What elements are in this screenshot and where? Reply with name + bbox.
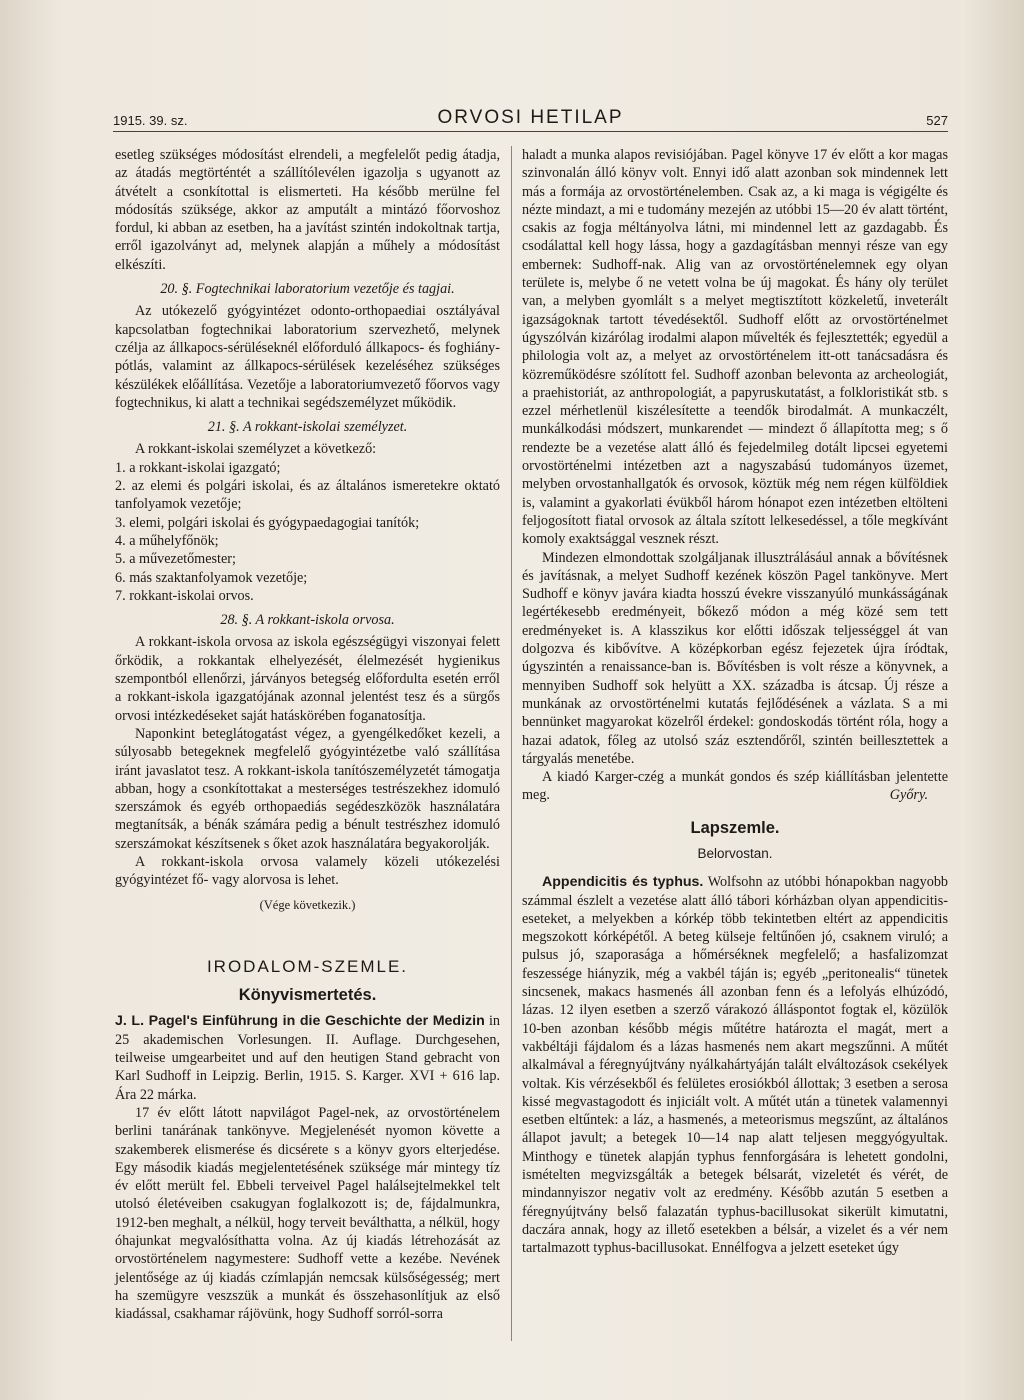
book-title: J. L. Pagel's Einführung in die Geschichte der Medizin	[115, 1013, 485, 1030]
book-details: in 25 akademischen Vorlesungen. II. Auflage. Durchgesehen, teilweise umgearbeitet und auf den heutigen Stand gebracht von Karl Sudhoff in Leipzig. Berlin, 1915. S. Karger. XVI + 616 lap. Ára 22 márka.	[115, 1013, 500, 1103]
journal-title: ORVOSI HETILAP	[437, 107, 624, 128]
paragraph: 17 év előtt látott napvilágot Pagel-nek, az orvostörténelem berlini tanárának tankönyve. Megjelenését nyomon követte a szakemberek elismerése és dicsérete s a könyv gyors elterjedése. Egy második kiadás megjelentetésének szüksége már mintegy tíz év előtt merült fel. Ebbeli terveivel Pagel halálsejtelmekkel telt utolsó életéveiben csakugyan foglalkozott is; de, fájdalmunkra, 1912-ben meghalt, a nélkül, hogy terveit beválthatta, a nélkül, hogy óhajunkat megvalósíthatta volna. Az új kiadás létrehozását az orvostörténelem nagymestere: Sudhoff vette a kezébe. Nevének jelentősége az új kiadás czímlapján nemcsak külsőségesség; mert ha szemügyre veszszük a munkát és összehasonlítjuk az első kiadással, csakhamar rájövünk, hogy Sudhoff sorról-sorra	[115, 1104, 500, 1323]
heading-lapszemle: Lapszemle.	[690, 818, 780, 837]
paragraph: haladt a munka alapos revisiójában. Pagel könyve 17 év előtt a kor magas szinvonalán álló könyv volt. Ennyi idő alatt azonban sok mindennek lett más a formája az orvostörténelemben. Csak az, a ki maga is végigélte és nézte mindazt, a mi e tudomány mezején az utóbbi 15—20 év alatt történt, csakis az fogja méltányolva látni, mi mindennel lett az gazdagabb. És csodálattal kell hogy lássa, hogy a gazdagításban mennyi része van egy embernek: Sudhoff-nak. Alig van az orvostörténelemnek egy olyan területe is, melybe ő ne vetett volna be új magokat. És hány oly terület van, a melyben gyomlált s a melyet megtisztított közkeletű, inveterált igazságoknak tartott tévedésektől. Sudhoff előtt az orvostörténelmet úgyszólván kizárólag irodalmi alapon művelték és fejlesztették; egyedül a philologia volt az, a melyet az orvostörténelem itt-ott tanácsadásra és közreműködésre szólított fel. Sudhoff azonban belevonta az archeologiát, a praehistoriát, az anthropologiát, a papyruskutatást, a folkloristikát stb. s ezzel mérhetlenül kiszélesítette a teendők birodalmát. A munkaczélt, munkálkodási módszert, munkarendet — mindezt ő állapította meg; s ő rendezte be a vezetése alatt álló és fejedelmileg dotált lipcsei egyetemi orvostörténelmi intézetben azt a nagyszabású tudományos üzemet, melyben orvostanhallgatók és orvosok, köztük még nem régen külföldiek is, valamint a gyakorlati évükből három hónapot ezen intézetben eltölteni feljogosított fiatal orvosok az általa szított lelkesedéssel, a tőle megkívánt komoly exaktsággal vesznek részt.	[522, 147, 948, 548]
paragraph: Naponkint beteglátogatást végez, a gyengélkedőket kezeli, a súlyosabb betegeknek megfelelő gyógyintézetbe való szállítása iránt javaslatot tesz. A rokkant-iskola tanítószemélyzetét támogatja abban, hogy a csonkítottakat a mesterséges testrészekhez idomuló szerszámok és egyéb orthopaediás segédeszközök használatára megtanítsák, a bénák számára pedig a bénult testrészhez idomuló szerszámokat készítsenek s őket azok használatára begyakorolják.	[115, 725, 500, 852]
heading-konyvismertetes: Könyvismertetés.	[238, 986, 377, 1005]
continued-note: (Vége következik.)	[259, 897, 356, 912]
issue-number: 1915. 39. sz.	[113, 113, 188, 128]
paragraph: A rokkant-iskola orvosa valamely közeli utókezelési gyógyintézet fő- vagy alorvosa is lehet.	[115, 853, 500, 889]
paragraph: Az utókezelő gyógyintézet odonto-orthopaediai osztályával kapcsolatban fogtechnikai laboratorium szervezhető, melynek czélja az állkapocs-sérüléseknél előforduló állkapocs- és foghiány-pótlás, valamint az állkapocs-sérülések kezeléséhez szükséges készülékek előállítása. Vezetője a laboratoriumvezető főorvos vagy fogtechnikus, ki alatt a technikai segédszemélyzet működik.	[115, 303, 500, 411]
book-citation	[115, 1012, 500, 1103]
paragraph-with-signature	[522, 768, 948, 805]
list-intro: A rokkant-iskolai személyzet a következő:	[135, 441, 377, 458]
right-column	[522, 146, 948, 1258]
list-item: 7. rokkant-iskolai orvos.	[115, 587, 254, 604]
left-column	[115, 146, 500, 1324]
column-divider	[511, 146, 512, 1341]
list-item: 2. az elemi és polgári iskolai, és az általános ismeretekre oktató tanfolyamok vezetője;	[115, 478, 500, 513]
heading-belorvostan: Belorvostan.	[697, 845, 773, 861]
section-heading-20: 20. §. Fogtechnikai laboratorium vezetője és tagjai.	[160, 281, 455, 298]
list-item: 4. a műhelyfőnök;	[115, 532, 219, 549]
paragraph: A rokkant-iskola orvosa az iskola egészségügyi viszonyai felett őrködik, a rokkantak elhelyezését, élelmezését hygienikus szempontból ellenőrzi, járványos betegség előfordulta esetén erről a rokkant-iskola igazgatójának azonnal jelentést tesz és a sürgős orvosi intézkedéseket saját hatáskörében foganatosítja.	[115, 634, 500, 724]
list-item: 3. elemi, polgári iskolai és gyógypaedagogiai tanítók;	[115, 514, 420, 531]
paragraph: Mindezen elmondottak szolgáljanak illusztrálásául annak a bővítésnek és javításnak, a melyet Sudhoff kezének köszön Pagel tankönyve. Mert Sudhoff e könyv javára kiadta hosszú évekre visszanyúló munkásságának legértékesebb eredményeit, bőkező módon a még közé sem tett eredményeket is. A klasszikus kor előtti időszak teljességgel át van dolgozva és kibővítve. A középkorban egész fejezetek újra íródtak, úgyszintén a renaissance-ban is. Bővítésben is volt része a könyvnek, a mennyiben Sudhoff sok helyütt a XX. századba is átcsap. Új része a munkának az orvostörténelmi kutatás fejlődésének a vázlata. S a mi bennünket magyarokat közelről érdekel: gondoskodás történt róla, hogy a hazai adatok, főleg az utolsó száz esztendőről, szintén beillesztettek a tárgyalás menetébe.	[522, 549, 948, 767]
list-item: 5. a művezetőmester;	[115, 551, 236, 568]
paragraph-text: A kiadó Karger-czég a munkát gondos és szép kiállításban jelentette meg.	[522, 769, 948, 804]
page-header	[113, 107, 948, 132]
article-lead: Appendicitis és typhus.	[542, 874, 704, 891]
author-signature: Győry.	[889, 787, 928, 804]
list-item: 6. más szaktanfolyamok vezetője;	[115, 569, 308, 586]
paragraph: esetleg szükséges módosítást elrendeli, a megfelelőt pedig átadja, az átadás megtörténtét a szállítólevélen igazolja s ugyanott az átvételt a csonkítottal is elismerteti. Ha később merülne fel módosítás szüksége, akkor az amputált a mintázó főorvoshoz fordul, ki abban az esetben, ha a javítást szintén indokoltnak tartja, erről igazolványt ad, melynek alapján a műhely a módosítást elkészíti.	[115, 147, 500, 273]
paragraph-appendicitis	[522, 873, 948, 1257]
paragraph-text: Wolfsohn az utóbbi hónapokban nagyobb számmal észlelt a vezetése alatt álló tábori kórházban olyan appendicitis-eseteket, a melyekben a kórkép több tekintetben eltért az appendicitis megszokott kórképétől. A beteg külseje feltűnően jó, csaknem viruló; a pulsus jó, szaporasága a hőmérséknek megfelelő; a hasfalizomzat feszessége hiányzik, még a vakbél táján is; egyéb „peritonealis“ tünetek sincsenek, makacs hasmenés áll azonban fenn és a lefolyás elhúzódó, lázas. 12 ilyen esetben a szerző várakozó álláspontot fogtak el, közülök 10-ben azonban később mégis műtétre határozta el magát, mert a vakbéltáji fájdalom és a lázas hasmenés nem akart megszűnni. A műtét alkalmával a féregnyújtvány nyálkahártyáján talált elváltozások csekélyek voltak. Kis vérzésekből és felületes erosiókból állottak; 3 esetben a serosa kissé megvastagodott és injiciált volt. A műtét után a tünetek valamennyi esetben eltűntek: a láz, a hasmenés, a meteorismus megszűnt, az általános állapot javult; a betegek 10—14 nap alatt teljesen meggyógyultak. Minthogy e tünetek alapján typhus fennforgására is lehetett gondolni, ismételten megvizsgálták a betegek bélsarát, vizeletét és vérét, de mindannyiszor negativ volt az eredmény. Később azután 5 esetben a féregnyújtvány belső falazatán typhus-bacillusokat sikerült kimutatni, daczára annak, hogy az illető esetekben a bélsár, a vizelet és a vér nem tartalmazott typhus-bacillusokat. Ennélfogva a jelzett eseteket úgy	[522, 874, 949, 1257]
list-item: 1. a rokkant-iskolai igazgató;	[115, 459, 281, 476]
section-title-irodalom: IRODALOM-SZEMLE.	[206, 956, 409, 976]
page-number: 527	[926, 113, 948, 128]
section-heading-21: 21. §. A rokkant-iskolai személyzet.	[207, 419, 408, 436]
section-heading-28: 28. §. A rokkant-iskola orvosa.	[220, 612, 395, 629]
